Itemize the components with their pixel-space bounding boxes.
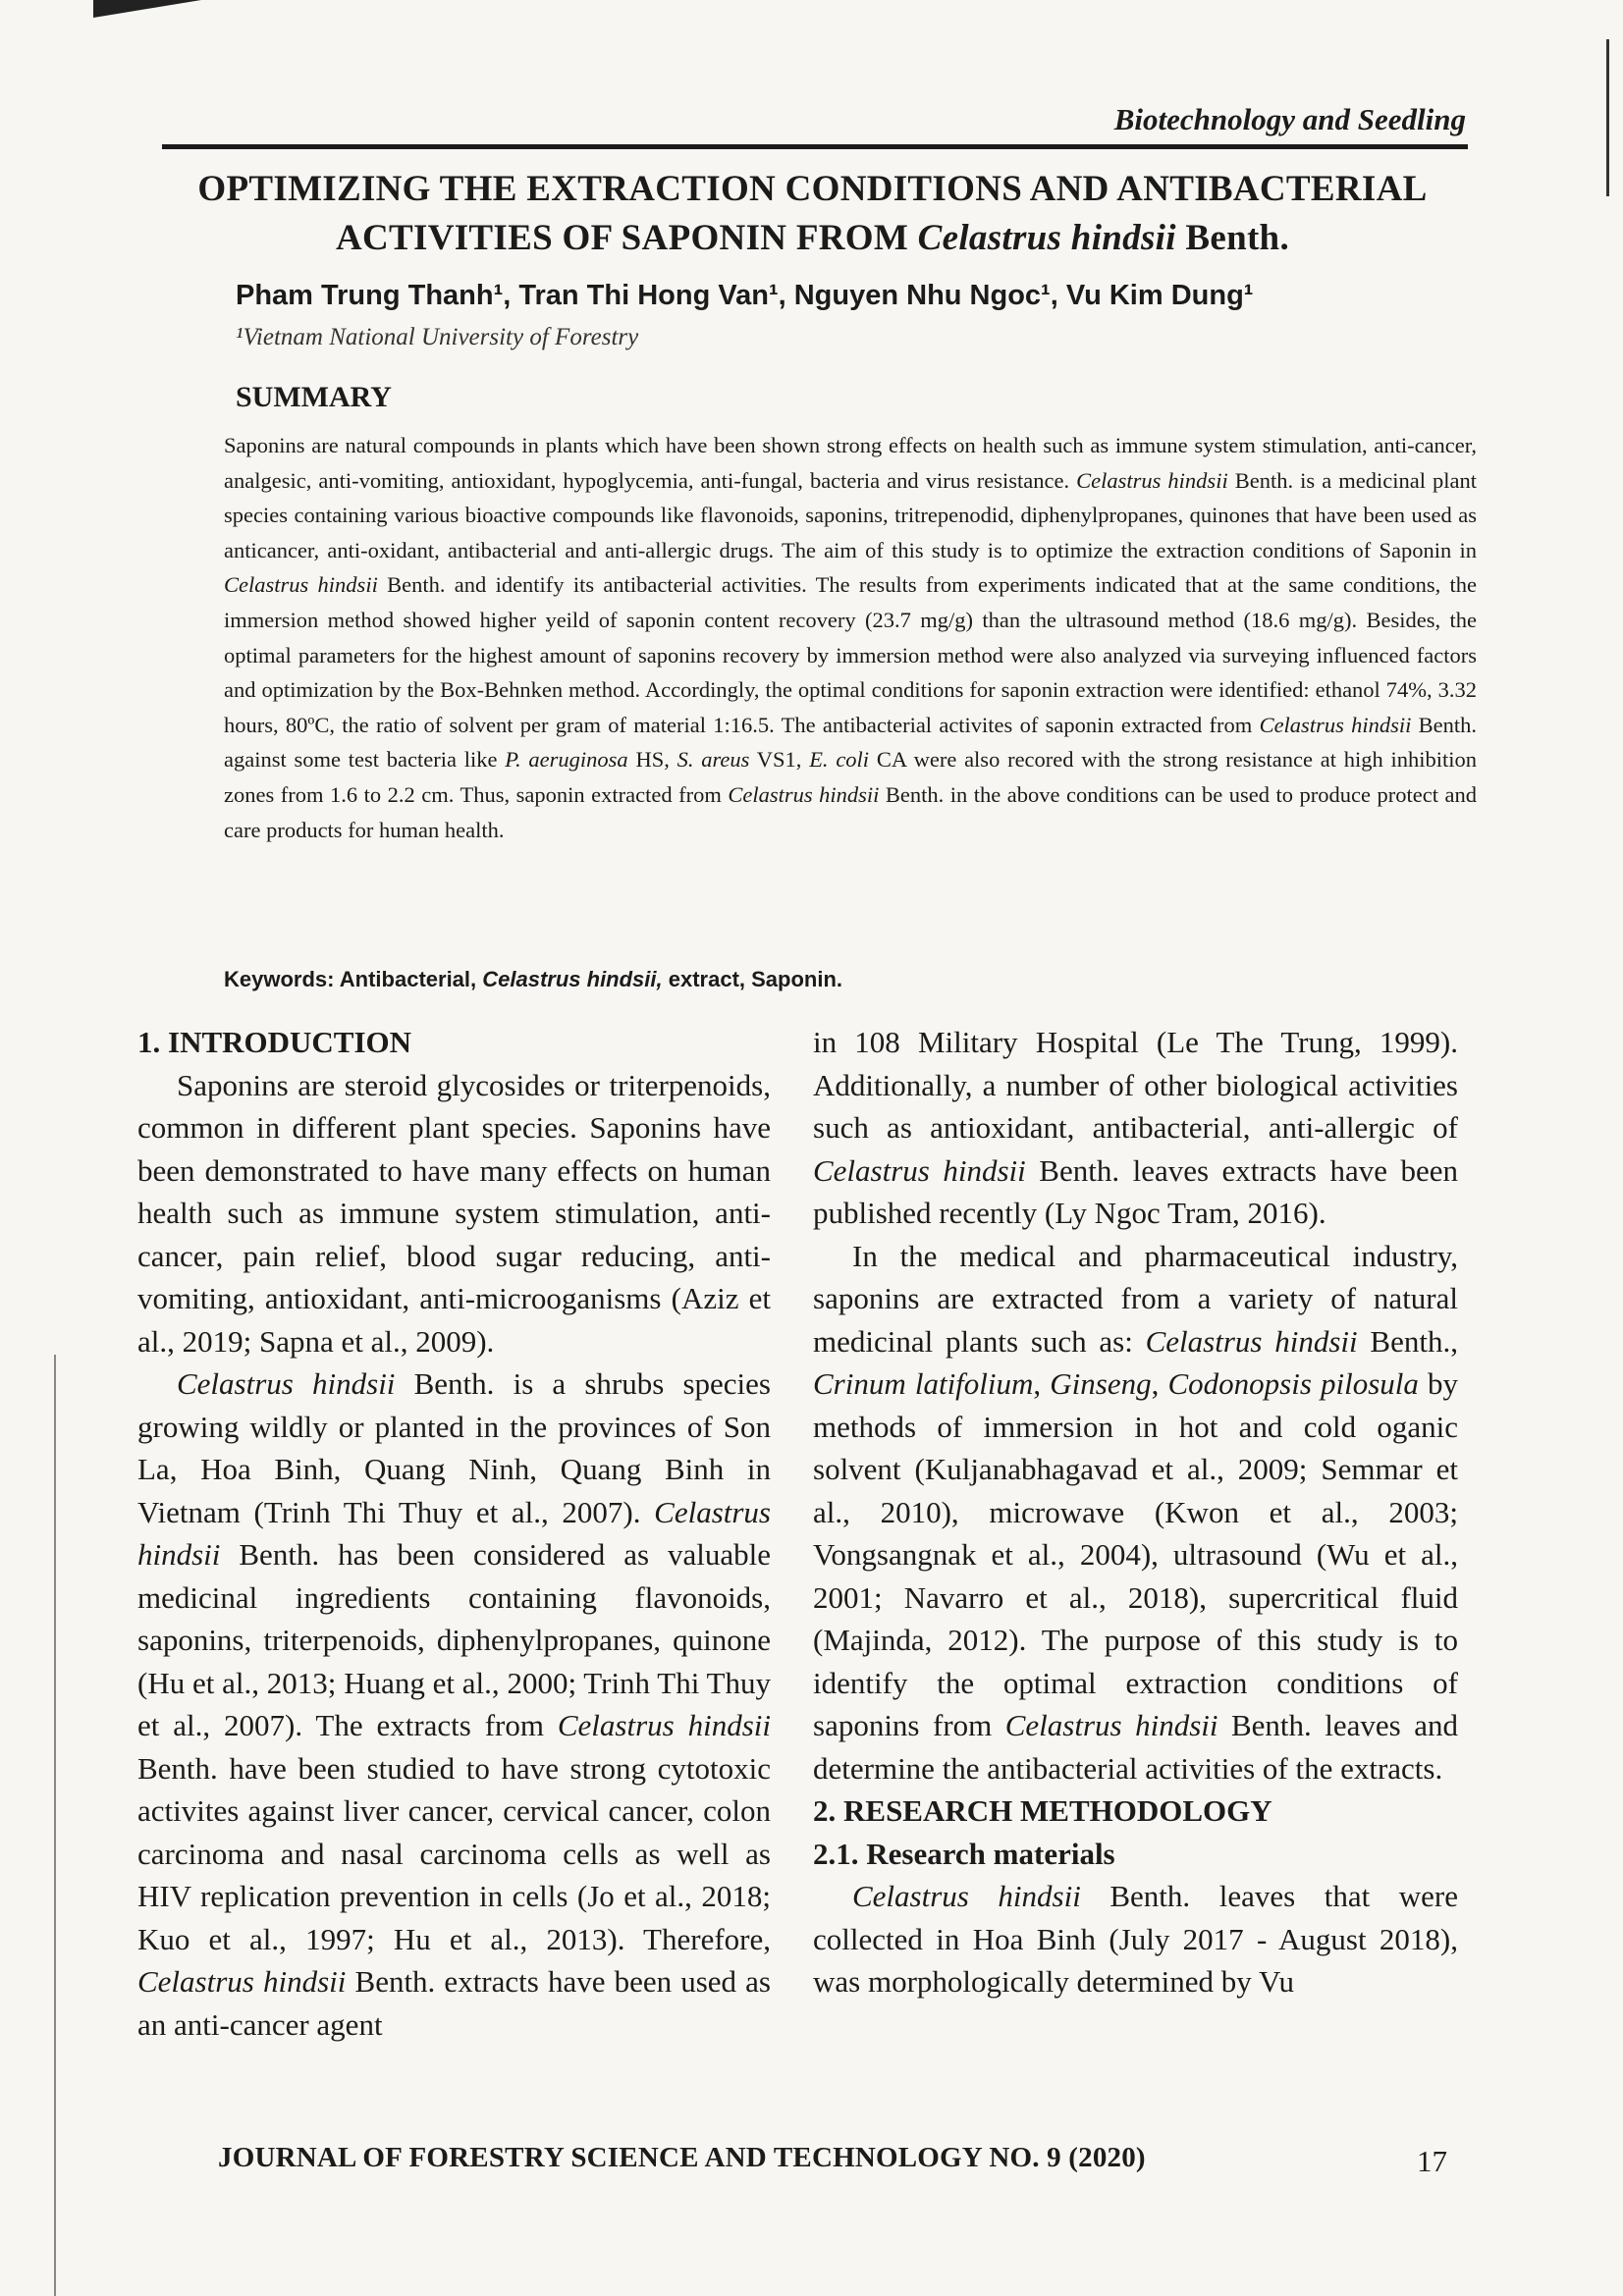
title-line-2-prefix: ACTIVITIES OF SAPONIN FROM <box>336 218 918 258</box>
summary-species: Celastrus hindsii <box>224 572 378 598</box>
paragraph-text: Benth. leaves and determine the antibacterial activities of the extracts. <box>813 1708 1458 1786</box>
summary-part: CA were also recored with the strong resistance at high inhibition zones from 1.6 to 2.2 cm. Thus, saponin extracted from <box>224 747 1478 807</box>
title-line-1: OPTIMIZING THE EXTRACTION CONDITIONS AND ANTIBACTERIAL <box>197 169 1428 209</box>
paragraph-text: Benth. extracts have been used as an anti-cancer agent <box>137 1964 772 2042</box>
summary-species: Celastrus hindsii <box>1259 712 1412 737</box>
summary-species: Celastrus hindsii <box>1076 467 1228 493</box>
paragraph-text: , <box>1033 1366 1051 1401</box>
scan-edge-line <box>54 1355 56 2296</box>
page-number: 17 <box>1417 2144 1447 2178</box>
summary-part: Benth. and identify its antibacterial activities. The results from experiments indicated that at the same conditions, the immersion method showed higher yeild of saponin content recovery (23.7 mg/g) than the ultrasound method (18.6 mg/g). Besides, the optimal parameters for the highest amount of saponins recovery by immersion method were also analyzed via surveying influenced factors and optimization by the Box-Behnken method. Accordingly, the optimal conditions for saponin extraction were identified: ethanol 74%, 3.32 hours, 80ºC, the ratio of solvent per gram of material 1:16.5. The antibacterial activites of saponin extracted from <box>224 572 1477 737</box>
intro-paragraph-2 <box>137 1362 771 2046</box>
species-name: Ginseng <box>1050 1366 1152 1401</box>
species-name: Celastrus hindsii <box>852 1879 1081 1913</box>
summary-species: Celastrus hindsii <box>728 781 880 807</box>
paragraph-text: by methods of immersion in hot and cold oganic solvent (Kuljanabhagavad et al., 2009; Semmar et al., 2010), microwave (Kwon et al., 2003; Vongsangnak et al., 2004), ultrasound (Wu et al., 2001; Navarro et al., 2018), supercritical fluid (Majinda, 2012). The purpose of this study is to identify the optimal extraction conditions of saponins from <box>813 1366 1459 1742</box>
paper-title <box>147 165 1478 263</box>
header-rule <box>162 144 1468 149</box>
summary-part: Saponins are natural compounds in plants which have been shown strong effects on health such as immune system stimulation, anti-cancer, analgesic, anti-vomiting, antioxidant, hypoglycemia, anti-fungal, bacteria and virus resistance. <box>224 433 1477 493</box>
section-heading-introduction: 1. INTRODUCTION <box>137 1025 412 1059</box>
paragraph-text: in 108 Military Hospital (Le The Trung, 1999). Additionally, a number of other biological activities such as antioxidant, antibacterial, anti-allergic of <box>813 1025 1458 1145</box>
subsection-heading-materials: 2.1. Research materials <box>813 1836 1115 1871</box>
summary-species: S. areus <box>676 747 750 773</box>
left-column <box>137 1021 771 2046</box>
intro-paragraph-3 <box>813 1235 1458 1790</box>
paragraph-text: Benth., <box>1357 1323 1458 1359</box>
paragraph-text: Benth. has been considered as valuable medicinal ingredients containing flavonoids, saponins, triterpenoids, diphenylpropanes, quinone (Hu et al., 2013; Huang et al., 2000; Trinh Thi Thuy et al., 2007). The extracts from <box>137 1537 771 1742</box>
species-name: Celastrus hindsii <box>1004 1708 1218 1742</box>
keywords-label: Keywords: Antibacterial, <box>224 967 483 991</box>
intro-paragraph-continued <box>813 1021 1458 1235</box>
summary-species: E. coli <box>809 747 870 773</box>
species-name: Crinum latifolium <box>813 1366 1034 1401</box>
paragraph-text: , <box>1151 1366 1168 1401</box>
summary-heading: SUMMARY <box>236 381 392 413</box>
species-name: Celastrus hindsii <box>177 1366 396 1401</box>
paragraph-text: Benth. leaves that were collected in Hoa Binh (July 2017 - August 2018), was morphologically determined by Vu <box>813 1879 1458 1999</box>
running-title: Biotechnology and Seedling <box>1113 102 1466 136</box>
species-name: Codonopsis pilosula <box>1167 1366 1419 1401</box>
species-name: Celastrus hindsii <box>137 1964 347 1999</box>
section-heading-methodology: 2. RESEARCH METHODOLOGY <box>813 1793 1272 1828</box>
keywords-species: Celastrus hindsii, <box>482 967 663 991</box>
summary-part: HS, <box>627 747 677 773</box>
authors: Pham Trung Thanh¹, Tran Thi Hong Van¹, Nguyen Nhu Ngoc¹, Vu Kim Dung¹ <box>236 280 1254 311</box>
keywords <box>224 967 842 992</box>
summary-paragraph <box>224 428 1477 847</box>
affiliation: ¹Vietnam National University of Forestry <box>236 324 639 350</box>
paragraph-text: In the medical and pharmaceutical industry, saponins are extracted from a variety of natural medicinal plants such as: <box>813 1238 1458 1359</box>
summary-part: Benth. is a medicinal plant species containing various bioactive compounds like flavonoids, saponins, tritrepenodid, diphenylpropanes, quinones that have been used as anticancer, anti-oxidant, antibacterial and anti-allergic drugs. The aim of this study is to optimize the extraction conditions of Saponin in <box>224 467 1477 562</box>
intro-paragraph-1: Saponins are steroid glycosides or triterpenoids, common in different plant species. Saponins have been demonstrated to have many effects on human health such as immune system stimulation, anti-cancer, pain relief, blood sugar reducing, anti-vomiting, antioxidant, anti-microoganisms (Aziz et al., 2019; Sapna et al., 2009). <box>137 1067 771 1359</box>
summary-part: Benth. against some test bacteria like <box>224 712 1477 773</box>
corner-mark <box>93 0 201 18</box>
title-line-2-suffix: Benth. <box>1175 218 1289 258</box>
paragraph-text: Benth. leaves extracts have been published recently (Ly Ngoc Tram, 2016). <box>813 1152 1458 1230</box>
journal-footer: JOURNAL OF FORESTRY SCIENCE AND TECHNOLOGY NO. 9 (2020) <box>218 2142 1146 2173</box>
keywords-rest: extract, Saponin. <box>662 967 843 991</box>
title-species: Celastrus hindsii <box>917 218 1176 258</box>
materials-paragraph <box>813 1875 1458 2003</box>
species-name: Celastrus hindsii <box>557 1708 771 1742</box>
paragraph-text: Benth. have been studied to have strong cytotoxic activites against liver cancer, cervical cancer, colon carcinoma and nasal carcinoma cells as well as HIV replication prevention in cells (Jo et al., 2018; Kuo et al., 1997; Hu et al., 2013). Therefore, <box>137 1750 771 1956</box>
summary-part: VS1, <box>749 747 810 773</box>
species-name: Celastrus hindsii <box>137 1494 771 1572</box>
summary-text <box>224 428 1477 847</box>
right-column <box>813 1021 1458 2003</box>
title-line-2 <box>147 214 1478 263</box>
summary-part: Benth. in the above conditions can be used to produce protect and care products for human health. <box>224 781 1477 842</box>
scan-edge-line-right <box>1606 39 1609 196</box>
summary-species: P. aeruginosa <box>505 747 628 773</box>
species-name: Celastrus hindsii <box>813 1152 1026 1188</box>
paragraph-text: Benth. is a shrubs species growing wildly or planted in the provinces of Son La, Hoa Binh, Quang Ninh, Quang Binh in Vietnam (Trinh Thi Thuy et al., 2007). <box>137 1366 771 1529</box>
species-name: Celastrus hindsii <box>1145 1323 1358 1359</box>
